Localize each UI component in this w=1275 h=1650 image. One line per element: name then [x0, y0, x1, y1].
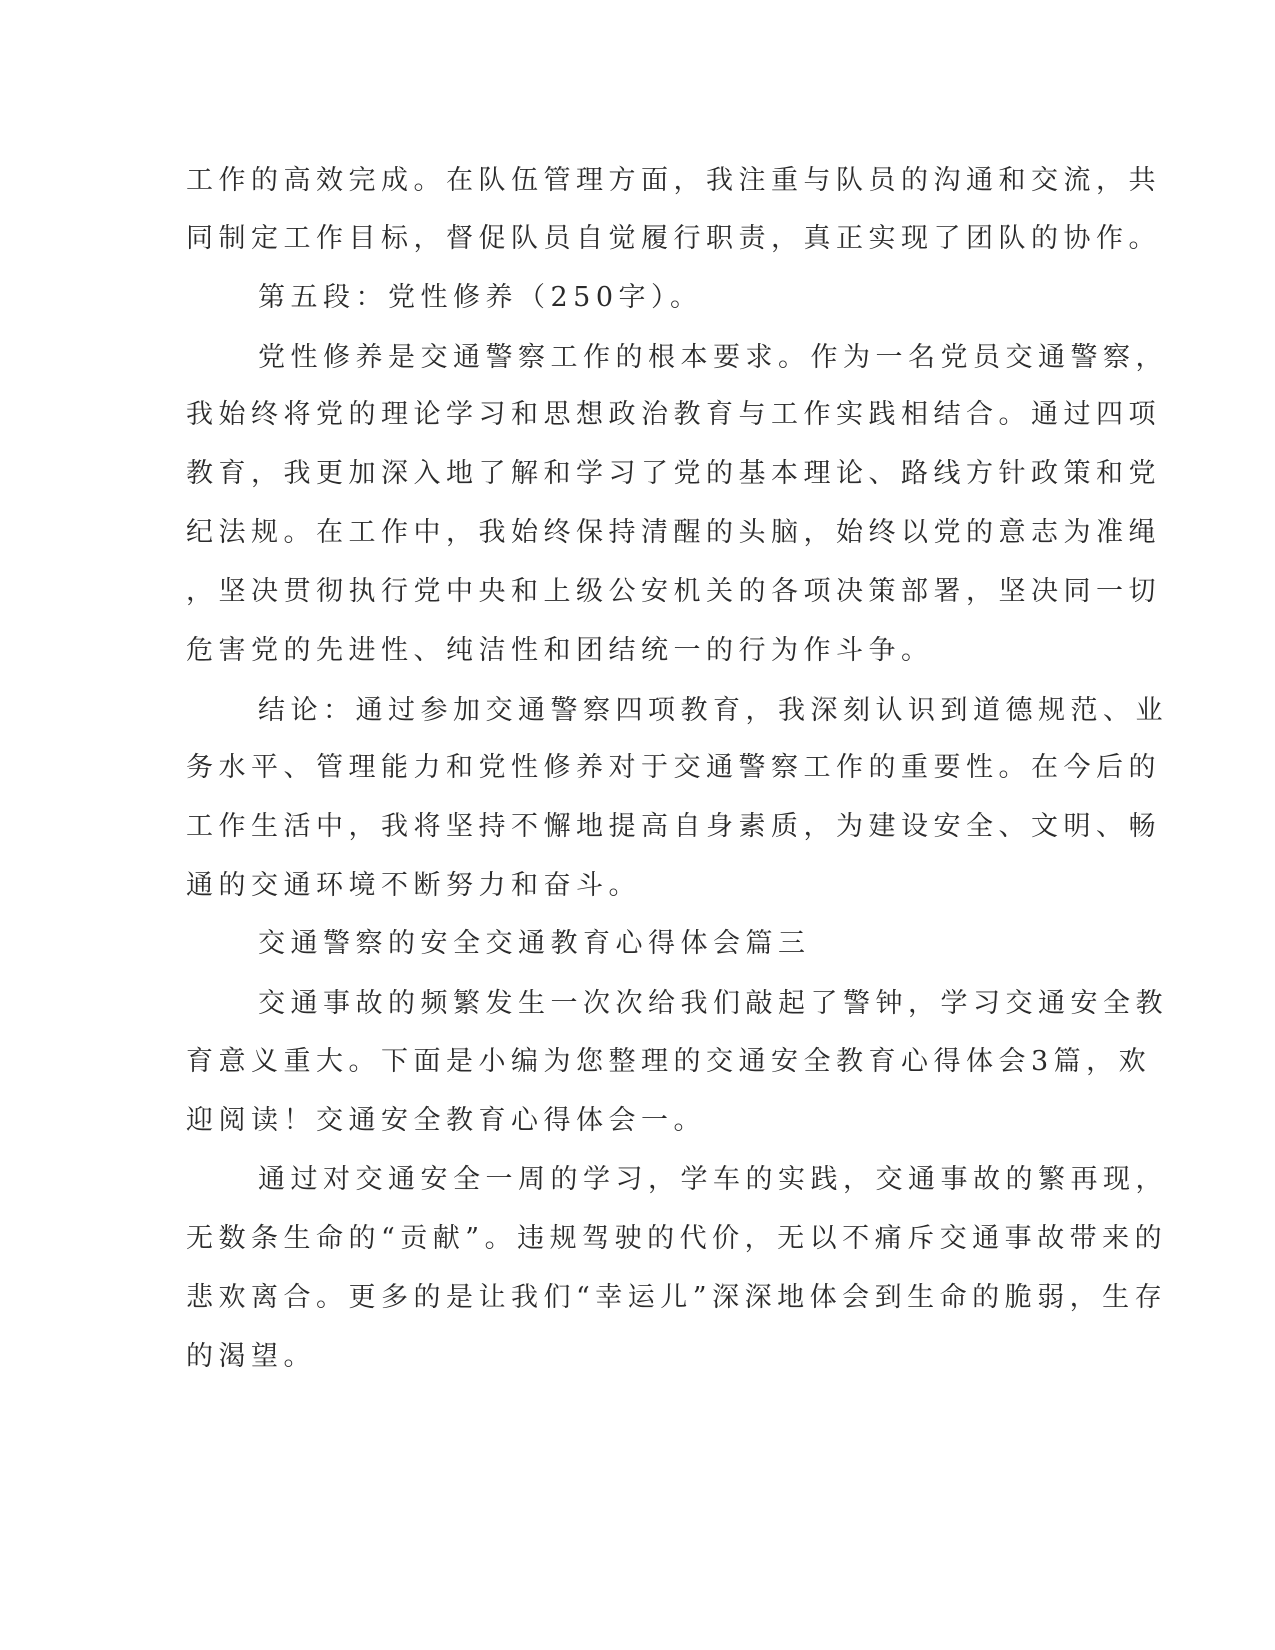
paragraph-start: 党性修养是交通警察工作的根本要求。作为一名党员交通警察， — [258, 342, 1168, 373]
text-line: ，坚决贯彻执行党中央和上级公安机关的各项决策部署，坚决同一切 — [186, 576, 1161, 607]
paragraph-start: 结论：通过参加交通警察四项教育，我深刻认识到道德规范、业 — [258, 695, 1168, 726]
text-line: 我始终将党的理论学习和思想政治教育与工作实践相结合。通过四项 — [186, 399, 1161, 430]
text-line: 教育，我更加深入地了解和学习了党的基本理论、路线方针政策和党 — [186, 458, 1161, 489]
section-heading: 第五段：党性修养（250字）。 — [258, 282, 703, 313]
text-line: 纪法规。在工作中，我始终保持清醒的头脑，始终以党的意志为准绳 — [186, 517, 1161, 548]
text-line: 悲欢离合。更多的是让我们“幸运儿”深深地体会到生命的脆弱，生存 — [186, 1282, 1168, 1313]
text-line: 迎阅读！交通安全教育心得体会一。 — [186, 1105, 706, 1136]
text-line: 的渴望。 — [186, 1341, 316, 1372]
paragraph-start: 交通事故的频繁发生一次次给我们敲起了警钟，学习交通安全教 — [258, 988, 1168, 1019]
text-line: 务水平、管理能力和党性修养对于交通警察工作的重要性。在今后的 — [186, 752, 1161, 783]
text-line: 工作的高效完成。在队伍管理方面，我注重与队员的沟通和交流，共 — [186, 165, 1161, 196]
text-line: 通的交通环境不断努力和奋斗。 — [186, 870, 641, 901]
text-line: 同制定工作目标，督促队员自觉履行职责，真正实现了团队的协作。 — [186, 223, 1161, 254]
paragraph-start: 通过对交通安全一周的学习，学车的实践，交通事故的繁再现， — [258, 1164, 1168, 1195]
text-line: 工作生活中，我将坚持不懈地提高自身素质，为建设安全、文明、畅 — [186, 811, 1161, 842]
text-line: 无数条生命的“贡献”。违规驾驶的代价，无以不痛斥交通事故带来的 — [186, 1223, 1168, 1254]
text-line: 危害党的先进性、纯洁性和团结统一的行为作斗争。 — [186, 635, 934, 666]
text-line: 育意义重大。下面是小编为您整理的交通安全教育心得体会3篇，欢 — [186, 1046, 1152, 1077]
section-heading: 交通警察的安全交通教育心得体会篇三 — [258, 928, 811, 959]
